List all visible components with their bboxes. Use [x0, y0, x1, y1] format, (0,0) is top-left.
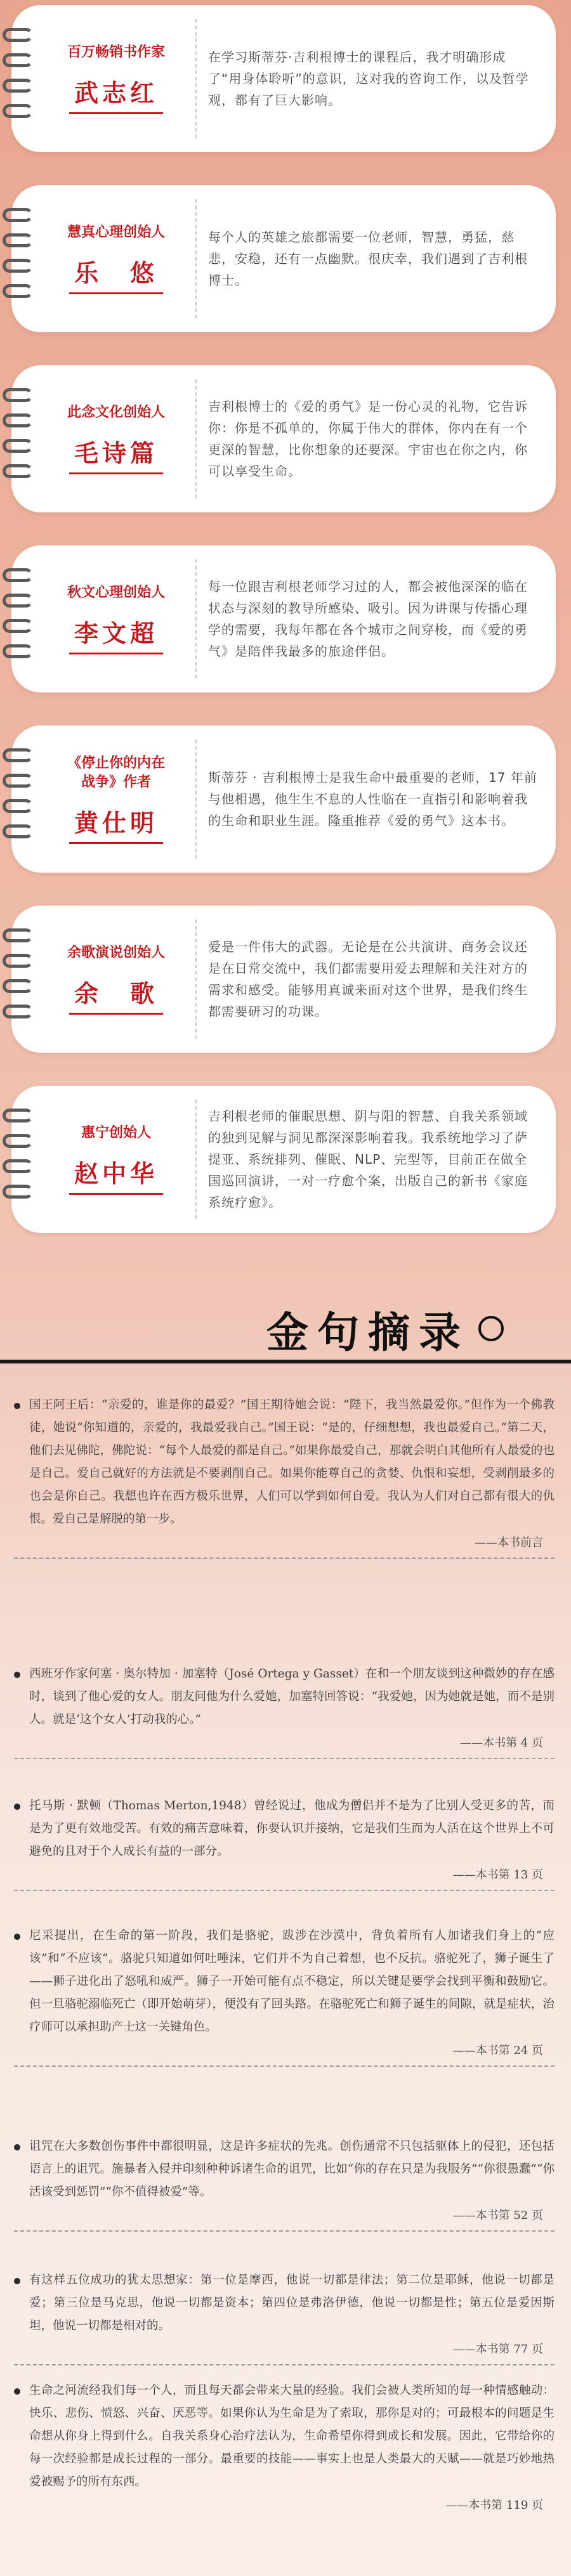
excerpt-text: 托马斯 · 默顿（Thomas Merton,1948）曾经说过，他成为僧侣并不是为了比别人受更多的苦，而是为了更有效地受苦。有效的痛苦意味着，你要认识并接纳，它是我们生而为人活在这个世界上不可避免的且对于个人成长有益的一部分。 — [29, 1799, 555, 1858]
dashed-divider — [14, 2364, 555, 2365]
testimonial-card — [11, 365, 556, 512]
section-title: 金句摘录 — [266, 1308, 469, 1357]
excerpt-text: 有这样五位成功的犹太思想家：第一位是摩西，他说一切都是律法；第二位是耶稣，他说一切都是爱；第三位是马克思，他说一切都是资本；第四位是弗洛伊德，他说一切都是性；第五位是爱因斯坦，他说一切都是相对的。 — [29, 2274, 555, 2332]
testimonial-card — [11, 725, 556, 873]
endorser-name: 李文超 — [69, 614, 163, 654]
testimonial-card — [11, 545, 556, 693]
bullet-icon — [14, 1934, 20, 1940]
endorser-name: 乐 悠 — [69, 254, 163, 294]
testimonial-card — [11, 906, 556, 1053]
binder-rings-icon — [3, 1102, 41, 1216]
excerpt-item — [14, 2379, 555, 2513]
excerpt-source: ——本书第 4 页 — [460, 1736, 543, 1750]
excerpt-source: ——本书前言 — [475, 1536, 543, 1549]
endorser-name: 余 歌 — [69, 974, 163, 1015]
endorser-name: 武志红 — [69, 74, 163, 114]
dashed-divider — [195, 920, 197, 1039]
excerpt-source: ——本书第 77 页 — [452, 2343, 543, 2356]
endorsement-text: 每个人的英雄之旅都需要一位老师，智慧，勇猛，慈悲，安稳，还有一点幽默。很庆幸，我们遇到了吉利根博士。 — [208, 230, 528, 288]
dashed-divider — [195, 19, 197, 138]
excerpt-item — [14, 2269, 555, 2365]
dashed-divider — [195, 559, 197, 679]
endorser-role: 百万畅销书作家 — [67, 44, 165, 60]
dashed-divider — [195, 1100, 197, 1219]
binder-rings-icon — [3, 922, 41, 1036]
endorsement-text: 在学习斯蒂芬·吉利根博士的课程后，我才明确形成了“用身体聆听”的意识，这对我的咨询工作，以及哲学观，都有了巨大影响。 — [208, 49, 529, 108]
endorser-name: 毛诗篇 — [69, 434, 163, 474]
endorser-name: 赵中华 — [69, 1154, 163, 1195]
excerpt-source: ——本书第 52 页 — [452, 2209, 543, 2222]
section-heading — [266, 1300, 504, 1357]
excerpt-source: ——本书第 119 页 — [445, 2499, 543, 2512]
endorsement-text: 每一位跟吉利根老师学习过的人，都会被他深深的临在状态与深刻的教导所感染、吸引。因为讲课与传播心理学的需要，我每年都在各个城市之间穿梭，而《爱的勇气》是陪伴我最多的旅途伴侣。 — [208, 579, 528, 659]
bullet-icon — [14, 1672, 20, 1678]
binder-rings-icon — [3, 22, 41, 136]
excerpt-text: 西班牙作家何塞 · 奥尔特加 · 加塞特（José Ortega y Gasset）在和一个朋友谈到这种微妙的存在感时，谈到了他心爱的女人。朋友问他为什么爱她，加塞特回答说：“我爱她，因为她就是她，而不是别人。就是‘这个女人’打动我的心。” — [29, 1667, 555, 1726]
excerpt-source: ——本书第 24 页 — [452, 2044, 543, 2057]
endorsement-text: 斯蒂芬 · 吉利根博士是我生命中最重要的老师，17 年前与他相遇，他生生不息的人性临在一直指引和影响着我的生命和职业生涯。隆重推荐《爱的勇气》这本书。 — [208, 770, 537, 828]
endorser-role: 此念文化创始人 — [67, 405, 165, 420]
excerpt-item — [14, 1795, 555, 1891]
dashed-divider — [14, 2230, 555, 2232]
excerpt-text: 国王阿王后：“亲爱的，谁是你的最爱？”国王期待她会说：“陛下，我当然最爱你。”但作为一个佛教徒，她说“你知道的，亲爱的，我最爱我自己。”国王说：“是的，仔细想想，我也最爱自己。”第二天，他们去见佛陀，佛陀说：“每个人最爱的都是自己。”如果你最爱自己，那就会明白其他所有人最爱的也是自己。爱自己就好的方法就是不要剥削自己。如果你能尊自己的贪婪、仇恨和妄想，受剥削最多的也会是你自己。我想也许在西方极乐世界，人们可以学到如何自爱。我认为人们对自己都有很大的仇恨。爱自己是解脱的第一步。 — [29, 1398, 555, 1526]
binder-rings-icon — [3, 562, 41, 676]
endorsement-text: 爱是一件伟大的武器。无论是在公共演讲、商务会议还是在日常交流中，我们都需要用爱去理解和关注对方的需求和感受。能够用真诚来面对这个世界，是我们终生都需要研习的功课。 — [208, 939, 528, 1019]
endorsement-text: 吉利根博士的《爱的勇气》是一份心灵的礼物，它告诉你：你是不孤单的，你属于伟大的群体，你内在有一个更深的智慧，比你想象的还要深。宇宙也在你之内，你可以享受生命。 — [208, 399, 528, 479]
dashed-divider — [195, 379, 197, 498]
excerpt-text: 尼采提出，在生命的第一阶段，我们是骆驼，跋涉在沙漠中，背负着所有人加诸我们身上的“应该”和“不应该”。骆驼只知道如何吐唾沫，它们并不为自己着想，也不反抗。骆驼死了，狮子诞生了——狮子进化出了怒吼和威严。狮子一开始可能有点不稳定，所以关键是要学会找到平衡和鼓励它。但一旦骆驼溺临死亡（即开始萌芽），便没有了回头路。在骆驼死亡和狮子诞生的间隙，就是症状，治疗师可以承担助产士这一关键角色。 — [29, 1929, 555, 2034]
excerpt-text: 生命之河流经我们每一个人，而且每天都会带来大量的经验。我们会被人类所知的每一种情感触动：快乐、悲伤、愤怒、兴奋、厌恶等。如果你认为生命是为了索取，那你是对的；可最根本的问题是生命想从你身上得到什么。自我关系身心治疗法认为，生命希望你得到成长和发展。因此，它带给你的每一次经验都是成长过程的一部分。最重要的技能——事实上也是人类最大的天赋——就是巧妙地热爱被赐予的所有东西。 — [29, 2384, 555, 2488]
bullet-icon — [14, 1804, 20, 1810]
excerpt-item — [14, 2135, 555, 2232]
testimonial-card — [11, 1086, 556, 1233]
heading-underline — [0, 1360, 571, 1363]
bullet-icon — [14, 2388, 20, 2395]
endorser-role: 秋文心理创始人 — [67, 585, 165, 601]
bullet-icon — [14, 2278, 20, 2284]
testimonial-card — [11, 5, 556, 152]
binder-rings-icon — [3, 742, 41, 856]
binder-rings-icon — [3, 382, 41, 496]
excerpt-item — [14, 1925, 555, 2067]
endorser-role: 《停止你的内在 战争》作者 — [67, 755, 165, 790]
testimonial-card — [11, 185, 556, 332]
excerpt-text: 诅咒在大多数创伤事件中都很明显，这是许多症状的先兆。创伤通常不只包括躯体上的侵犯，还包括语言上的诅咒。施暴者入侵并印刻种种诉诸生命的诅咒，比如“你的存在只是为我服务”“你很愚蠢”“你活该受到惩罚”“你不值得被爱”等。 — [29, 2140, 555, 2199]
dashed-divider — [195, 739, 197, 859]
binder-rings-icon — [3, 202, 41, 316]
bullet-icon — [14, 1403, 20, 1409]
circle-icon — [478, 1316, 504, 1341]
bullet-icon — [14, 2144, 20, 2150]
endorser-role: 惠宁创始人 — [81, 1125, 151, 1141]
dashed-divider — [14, 1558, 555, 1559]
dashed-divider — [14, 1890, 555, 1891]
dashed-divider — [14, 1758, 555, 1759]
endorser-role: 慧真心理创始人 — [67, 224, 165, 240]
dashed-divider — [195, 199, 197, 318]
excerpt-item — [14, 1663, 555, 1759]
excerpt-source: ——本书第 13 页 — [452, 1868, 543, 1882]
excerpt-item — [14, 1394, 555, 1559]
endorsement-text: 吉利根老师的催眠思想、阴与阳的智慧、自我关系领域的独到见解与洞见都深深影响着我。我系统地学习了萨提亚、系统排列、催眠、NLP、完型等，目前正在做全国巡回演讲，一对一疗愈个案，出版自己的新书《家庭系统疗愈》。 — [208, 1109, 528, 1210]
dashed-divider — [14, 2065, 555, 2067]
endorser-name: 黄仕明 — [69, 803, 163, 844]
endorser-role: 余歌演说创始人 — [67, 945, 165, 961]
